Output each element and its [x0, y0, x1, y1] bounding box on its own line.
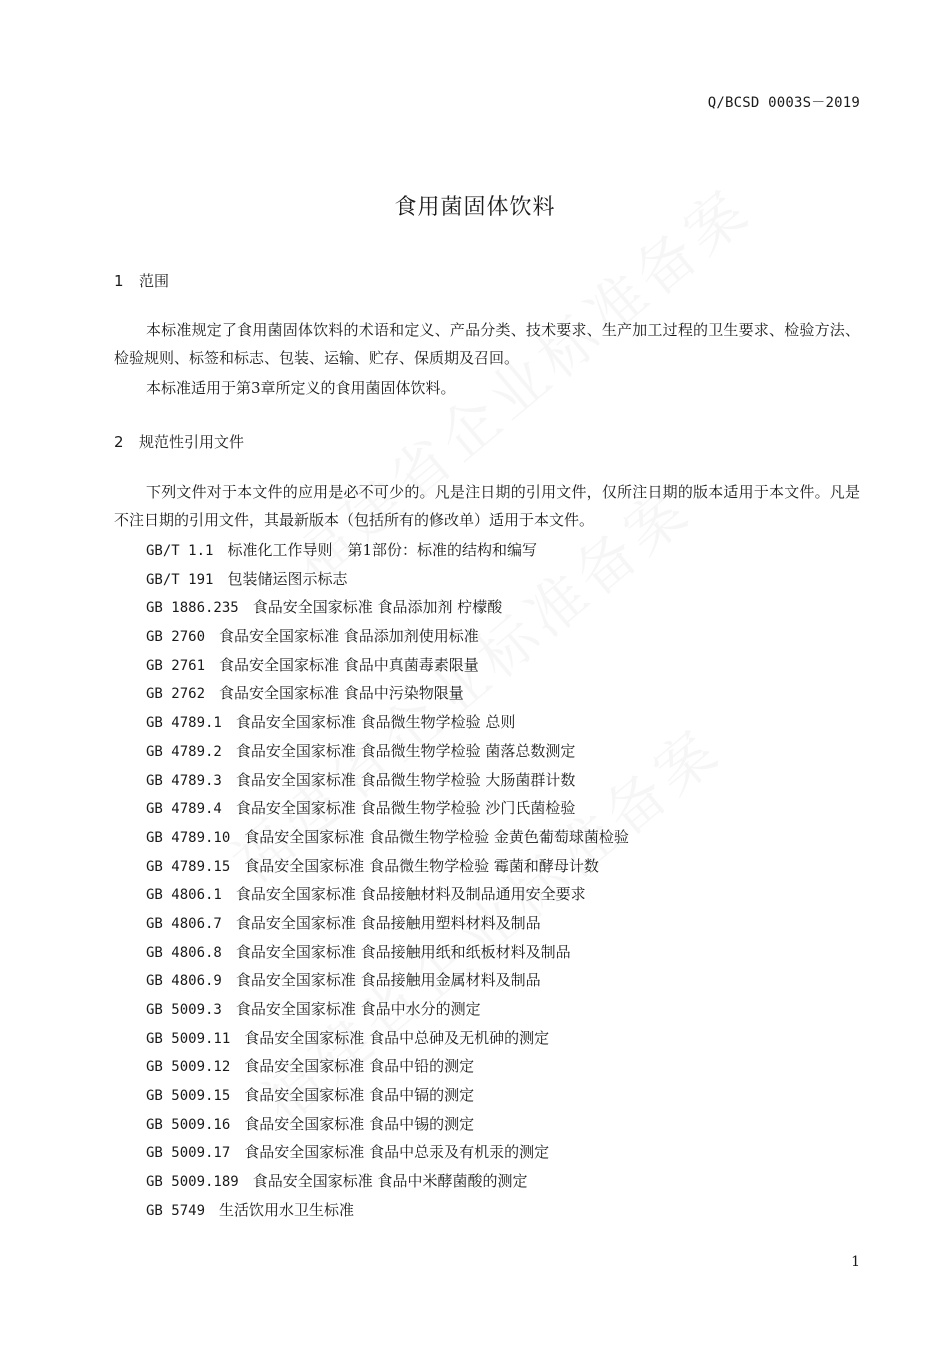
reference-code: GB 4789.3	[146, 772, 222, 789]
reference-item	[146, 1081, 860, 1110]
reference-code: GB 5749	[146, 1202, 206, 1219]
reference-title: 食品安全国家标准 食品中总汞及有机汞的测定	[244, 1143, 550, 1162]
section-heading	[114, 431, 244, 452]
page-number: 1	[851, 1254, 860, 1270]
reference-title: 食品安全国家标准 食品中米酵菌酸的测定	[252, 1172, 528, 1191]
paragraph: 本标准适用于第3章所定义的食用菌固体饮料。	[146, 379, 456, 397]
section-title: 规范性引用文件	[139, 433, 245, 451]
reference-title: 食品安全国家标准 食品微生物学检验 大肠菌群计数	[235, 770, 576, 789]
reference-title: 食品安全国家标准 食品中铅的测定	[244, 1057, 475, 1076]
reference-title: 食品安全国家标准 食品微生物学检验 沙门氏菌检验	[235, 799, 576, 818]
reference-item	[146, 708, 860, 737]
reference-code: GB 4806.1	[146, 887, 222, 904]
reference-title: 食品安全国家标准 食品接触用金属材料及制品	[235, 971, 541, 990]
reference-code: GB/T 191	[146, 571, 214, 588]
reference-code: GB 4789.4	[146, 801, 222, 818]
reference-code: GB 4789.1	[146, 715, 222, 732]
reference-title: 包装储运图示标志	[227, 569, 348, 588]
reference-title: 食品安全国家标准 食品接触材料及制品通用安全要求	[235, 885, 586, 904]
reference-code: GB 5009.17	[146, 1145, 231, 1162]
reference-title: 食品安全国家标准 食品中污染物限量	[219, 684, 464, 703]
reference-title: 食品安全国家标准 食品微生物学检验 菌落总数测定	[235, 741, 576, 760]
reference-title: 食品安全国家标准 食品添加剂 柠檬酸	[252, 598, 503, 617]
reference-title: 生活饮用水卫生标准	[219, 1200, 355, 1219]
reference-code: GB 4789.2	[146, 743, 222, 760]
reference-code: GB 5009.11	[146, 1030, 231, 1047]
reference-title: 标准化工作导则 第1部份：标准的结构和编写	[227, 541, 537, 559]
reference-item	[146, 966, 860, 995]
reference-code: GB 4806.8	[146, 944, 222, 961]
reference-item	[146, 880, 860, 909]
reference-code: GB 5009.3	[146, 1002, 222, 1018]
reference-item	[146, 766, 860, 795]
reference-title: 食品安全国家标准 食品中总砷及无机砷的测定	[244, 1028, 550, 1047]
section-title: 范围	[139, 272, 170, 290]
reference-code: GB 4806.9	[146, 973, 222, 990]
reference-item	[146, 1167, 860, 1196]
document-title: 食用菌固体饮料	[394, 195, 556, 220]
reference-code: GB 4789.15	[146, 858, 231, 875]
reference-title: 食品安全国家标准 食品接触用塑料材料及制品	[235, 913, 541, 932]
document-code: Q/BCSD 0003S－2019	[707, 95, 860, 111]
reference-code: GB 5009.189	[146, 1174, 239, 1191]
reference-item	[146, 536, 860, 565]
reference-title: 食品安全国家标准 食品添加剂使用标准	[219, 627, 479, 646]
reference-title: 食品安全国家标准 食品中水分的测定	[235, 1000, 481, 1018]
reference-code: GB 5009.16	[146, 1116, 231, 1133]
reference-item	[146, 909, 860, 938]
reference-code: GB 4806.7	[146, 915, 222, 932]
section-heading	[114, 270, 169, 291]
paragraph: 下列文件对于本文件的应用是必不可少的。凡是注日期的引用文件，仅所注日期的版本适用于本文件。凡是不注日期的引用文件，其最新版本（包括所有的修改单）适用于本文件。	[114, 483, 860, 529]
reference-item	[146, 1052, 860, 1081]
reference-code: GB 5009.12	[146, 1059, 231, 1076]
reference-code: GB 4789.10	[146, 829, 231, 846]
reference-title: 食品安全国家标准 食品中真菌毒素限量	[219, 655, 479, 674]
reference-code: GB 2762	[146, 686, 206, 703]
reference-item	[146, 1024, 860, 1053]
reference-code: GB 2761	[146, 657, 206, 674]
reference-item	[146, 565, 860, 594]
reference-title: 食品安全国家标准 食品微生物学检验 总则	[235, 713, 516, 732]
reference-title: 食品安全国家标准 食品中镉的测定	[244, 1086, 475, 1105]
reference-item	[146, 823, 860, 852]
reference-item	[146, 1138, 860, 1167]
reference-title: 食品安全国家标准 食品微生物学检验 霉菌和酵母计数	[244, 856, 599, 875]
reference-item	[146, 995, 860, 1024]
reference-item	[146, 737, 860, 766]
reference-title: 食品安全国家标准 食品接触用纸和纸板材料及制品	[235, 942, 571, 961]
paragraph: 本标准规定了食用菌固体饮料的术语和定义、产品分类、技术要求、生产加工过程的卫生要求、检验方法、检验规则、标签和标志、包装、运输、贮存、保质期及召回。	[114, 321, 860, 367]
reference-list	[146, 536, 860, 1225]
reference-item	[146, 1196, 860, 1225]
reference-item	[146, 852, 860, 881]
reference-code: GB 5009.15	[146, 1088, 231, 1105]
reference-code: GB 1886.235	[146, 600, 239, 617]
reference-item	[146, 938, 860, 967]
reference-item	[146, 794, 860, 823]
section-number: 2	[114, 433, 124, 451]
reference-code: GB 2760	[146, 629, 206, 646]
reference-item	[146, 679, 860, 708]
reference-code: GB/T 1.1	[146, 543, 214, 559]
reference-title: 食品安全国家标准 食品微生物学检验 金黄色葡萄球菌检验	[244, 827, 629, 846]
reference-item	[146, 593, 860, 622]
reference-item	[146, 622, 860, 651]
reference-title: 食品安全国家标准 食品中锡的测定	[244, 1114, 475, 1133]
reference-item	[146, 651, 860, 680]
reference-item	[146, 1110, 860, 1139]
section-number: 1	[114, 272, 124, 290]
